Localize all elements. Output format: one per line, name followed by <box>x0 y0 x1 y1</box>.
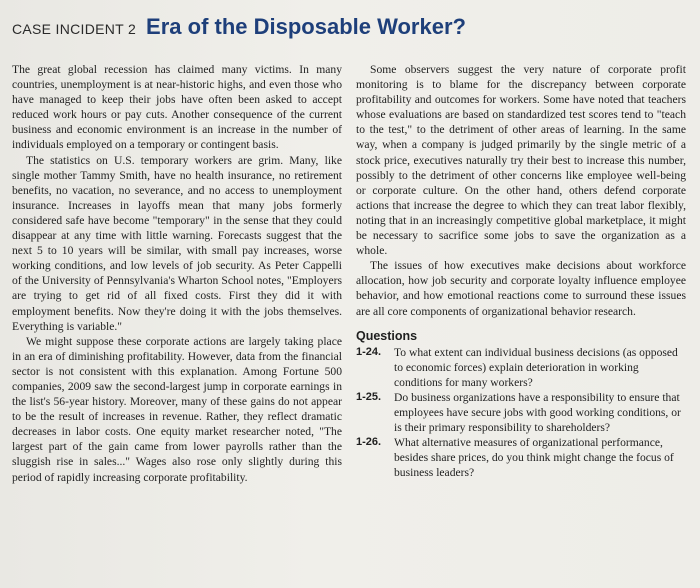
question-number: 1-24. <box>356 345 382 358</box>
question-text: What alternative measures of organizational performance, besides share prices, do you think might change the focus of business leaders? <box>394 436 674 480</box>
questions-heading: Questions <box>356 328 418 343</box>
left-column <box>12 62 342 485</box>
question-number: 1-26. <box>356 436 382 449</box>
paragraph: The issues of how executives make decisions about workforce allocation, how job security and corporate loyalty influence employee behavior, and how emotional reactions come to surround these issues are all core components of organizational behavior research. <box>356 259 686 318</box>
question-text: To what extent can individual business decisions (as opposed to economic forces) explain deterioration in working conditions for many workers? <box>394 345 678 389</box>
question-text: Do business organizations have a responsibility to ensure that employees have secure jobs with good working conditions, or is their primary responsibility to shareholders? <box>394 390 681 435</box>
paragraph: The great global recession has claimed many victims. In many countries, unemployment is at near-historic highs, and even those who have managed to keep their jobs have often been asked to accept reduced work hours or pay cuts. Another consequence of the current business and economic environment is an increase in the number of individuals employed on a temporary or contingent basis. <box>12 63 342 152</box>
question-item <box>356 390 686 435</box>
question-item <box>356 345 686 390</box>
case-label: CASE INCIDENT 2 <box>12 21 137 37</box>
paragraph: Some observers suggest the very nature of corporate profit monitoring is to blame for the discrepancy between corporate profitability and outcomes for workers. Some have noted that teachers whose evaluations are based on standardized test scores tend to "teach to the test," to the detriment of other areas of learning. In the same way, when a company is judged primarily by the single metric of a stock price, executives naturally try their best to increase this number, possibly to the detriment of other concerns like employee well-being or corporate culture. On the other hand, others defend corporate actions that increase the degree to which they can treat labor flexibly, noting that in an increasingly competitive global marketplace, it might be necessary to sacrifice some jobs to save the organization as a whole. <box>356 63 686 258</box>
case-title: Era of the Disposable Worker? <box>146 14 466 39</box>
text-columns <box>12 62 688 485</box>
question-item <box>356 435 686 480</box>
question-number: 1-25. <box>356 390 382 403</box>
paragraph: We might suppose these corporate actions are largely taking place in an era of diminishing profitability. However, data from the financial sector is not consistent with this explanation. Among Fortune 500 companies, 2009 saw the second-largest jump in corporate earnings in the list's 56-year history. Moreover, many of these gains do not appear to be the result of increases in revenue. Rather, they reflect dramatic decreases in labor costs. One equity market researcher noted, "The largest part of the gain came from lower payrolls rather than the sluggish rise in sales..." Wages also rose only slightly during this period of rapidly increasing corporate profitability. <box>12 334 342 484</box>
paragraph: The statistics on U.S. temporary workers are grim. Many, like single mother Tammy Smith, have no health insurance, no retirement benefits, no vacation, no severance, and no access to unemployment insurance. Increases in layoffs mean that many jobs formerly considered safe have become "temporary" in the sense that they could disappear at any time with little warning. Forecasts suggest that the next 5 to 10 years will be similar, with small pay increases, worse working conditions, and low levels of job security. As Peter Cappelli of the University of Pennsylvania's Wharton School notes, "Employers are trying to get rid of all fixed costs. First they did it with employment benefits. Now they're doing it with the jobs themselves. Everything is variable." <box>12 153 342 333</box>
case-header <box>12 14 688 40</box>
right-column <box>356 62 686 485</box>
